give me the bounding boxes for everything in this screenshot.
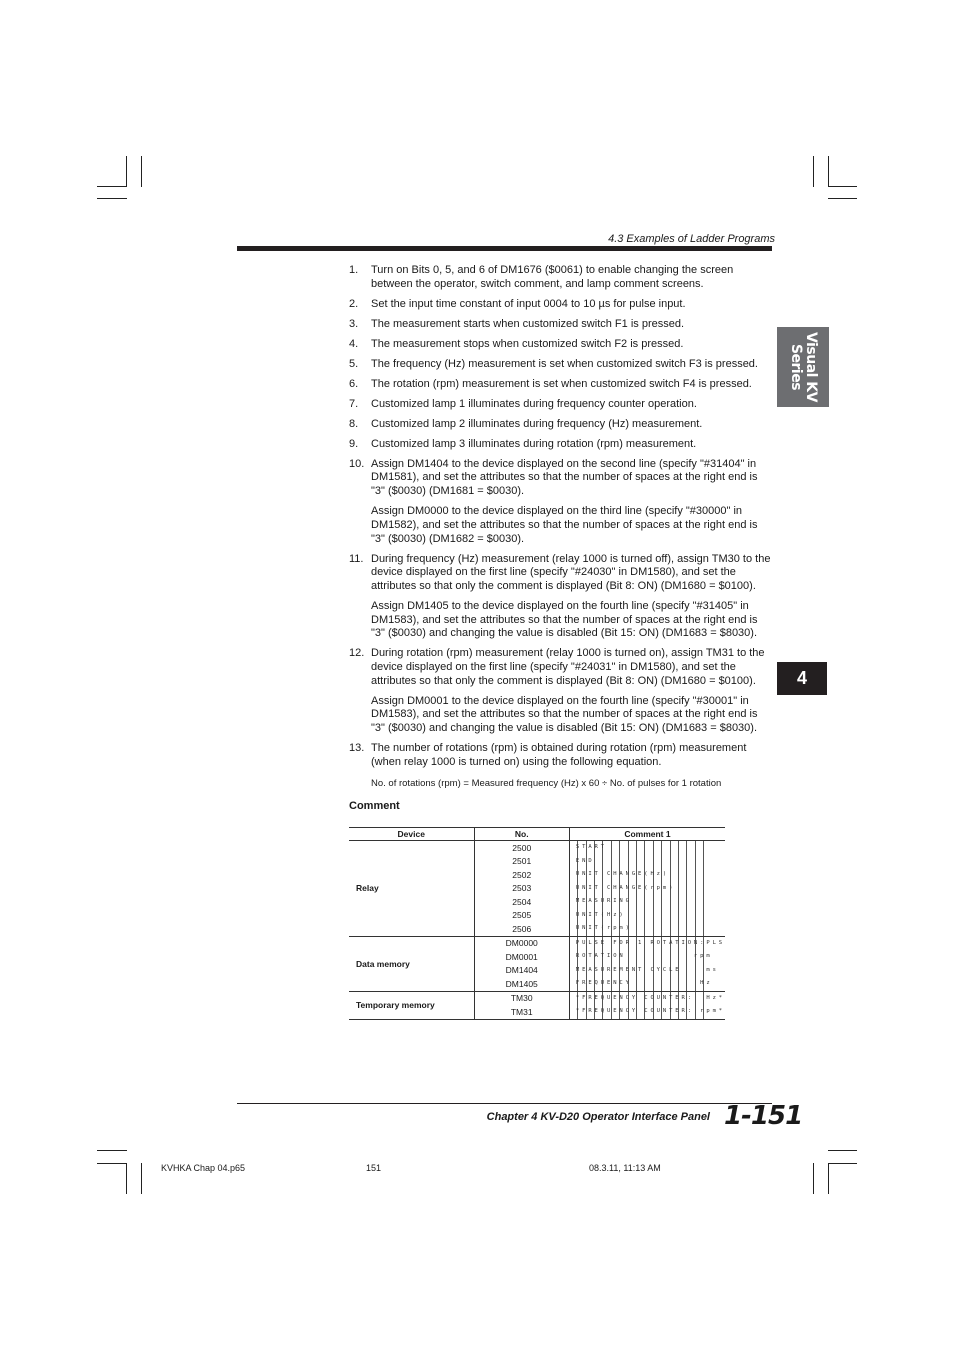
step-text: Set the input time constant of input 0004 to 10 µs for pulse input. <box>371 297 686 310</box>
step-item <box>349 264 773 291</box>
device-number: 2501 <box>474 855 569 869</box>
comment-cell <box>569 868 725 882</box>
comment-text: FREQUENCY Hz <box>575 980 713 986</box>
step-item <box>349 438 773 452</box>
crop-mark <box>126 156 127 187</box>
step-number: 5. <box>349 357 359 370</box>
comment-text: UNIT CHANGE(Hz) <box>575 871 670 877</box>
col-comment: Comment 1 <box>569 828 725 841</box>
table-row <box>349 991 725 1005</box>
step-item <box>349 418 773 432</box>
step-item <box>349 647 773 736</box>
crop-mark <box>126 1163 127 1194</box>
step-number: 9. <box>349 437 359 450</box>
comment-text: ROTATION rpm <box>575 953 713 959</box>
col-device: Device <box>349 828 474 841</box>
step-text: The frequency (Hz) measurement is set when customized switch F3 is pressed. <box>371 357 758 370</box>
step-text: Customized lamp 3 illuminates during rotation (rpm) measurement. <box>371 437 697 450</box>
step-number: 11. <box>349 552 364 565</box>
side-tab-line2: Series <box>788 343 804 391</box>
comment-text: *FREQUENCY COUNTER: rpm* <box>575 1008 725 1014</box>
comment-cell <box>569 991 725 1005</box>
comment-cell <box>569 977 725 991</box>
crop-mark <box>97 1150 127 1151</box>
step-number: 8. <box>349 417 359 430</box>
crop-mark <box>828 1163 857 1164</box>
crop-mark <box>828 186 857 187</box>
step-item <box>349 298 773 312</box>
step-text: The number of rotations (rpm) is obtained during rotation (rpm) measurement (when relay 1000 is turned on) using the following equation. <box>371 742 747 768</box>
crop-mark <box>813 1163 814 1194</box>
comment-text: *FREQUENCY COUNTER: Hz* <box>575 994 725 1001</box>
comment-cell <box>569 936 725 950</box>
step-number: 10. <box>349 457 365 470</box>
crop-mark <box>97 1163 127 1164</box>
comment-cell <box>569 950 725 964</box>
device-number: 2504 <box>474 895 569 909</box>
crop-mark <box>828 198 857 199</box>
step-number: 6. <box>349 377 359 390</box>
comment-cell <box>569 895 725 909</box>
step-item <box>349 338 773 352</box>
step-number: 7. <box>349 397 359 410</box>
step-number: 12. <box>349 647 365 660</box>
comment-cell <box>569 841 725 855</box>
step-number: 13. <box>349 742 365 755</box>
step-number: 2. <box>349 297 359 310</box>
comment-text: MEASURING <box>575 898 632 904</box>
side-tab-text <box>788 332 818 402</box>
comment-cell <box>569 855 725 869</box>
step-text: Assign DM0000 to the device displayed on the third line (specify "#30000" in DM1582), and set the attributes so that the number of spaces at the right end is "3" ($0030) (DM1682 = $0030). <box>371 505 758 545</box>
table-row <box>349 841 725 855</box>
device-group-label: Data memory <box>349 936 474 991</box>
device-number: TM30 <box>474 991 569 1005</box>
comment-text: UNIT CHANGE(rpm) <box>575 884 676 891</box>
step-number: 4. <box>349 337 359 350</box>
slug-filename: KVHKA Chap 04.p65 <box>161 1163 246 1173</box>
chapter-number-box: 4 <box>777 662 827 695</box>
step-item <box>349 458 773 547</box>
crop-mark <box>828 1163 829 1194</box>
comment-table-body <box>349 841 725 1020</box>
device-number: 2506 <box>474 922 569 936</box>
slug-page: 151 <box>366 1163 382 1173</box>
comment-cell <box>569 964 725 978</box>
step-text: Assign DM1405 to the device displayed on the fourth line (specify "#31405" in DM1583), and set the attributes so that the number of spaces at the right end is "3" ($0030) and changing the value is disabled (Bit 15: ON) (DM1683 = $8030). <box>371 599 758 640</box>
crop-mark <box>828 156 829 187</box>
step-item <box>349 742 773 790</box>
page-number: 1-151 <box>724 1101 803 1131</box>
footer-chapter-title: Chapter 4 KV-D20 Operator Interface Panel <box>486 1111 710 1123</box>
device-group-label: Temporary memory <box>349 991 474 1019</box>
crop-mark <box>97 198 127 199</box>
step-text: The rotation (rpm) measurement is set when customized switch F4 is pressed. <box>371 377 752 390</box>
section-header: 4.3 Examples of Ladder Programs <box>608 233 775 245</box>
crop-mark <box>141 1163 142 1194</box>
step-text: Turn on Bits 0, 5, and 6 of DM1676 ($0061) to enable changing the screen between the operator, switch comment, and lamp comment screens. <box>371 264 734 290</box>
device-number: 2503 <box>474 882 569 896</box>
step-item <box>349 318 773 332</box>
step-item <box>349 378 773 392</box>
comment-text: START <box>575 844 607 850</box>
step-text: Customized lamp 1 illuminates during frequency counter operation. <box>371 397 697 410</box>
comment-text: MEASUREMENT CYCLE ms <box>575 966 719 973</box>
step-number: 3. <box>349 317 359 330</box>
step-text: Assign DM0001 to the device displayed on the fourth line (specify "#30001" in DM1583), and set the attributes so that the number of spaces at the right end is "3" ($0030) and changing the value is disabled (Bit 15: ON) (DM1683 = $8030). <box>371 694 758 735</box>
steps-list <box>349 264 773 797</box>
comment-table <box>349 827 725 1020</box>
device-number: 2502 <box>474 868 569 882</box>
slug-date: 08.3.11, 11:13 AM <box>589 1163 661 1173</box>
comment-text: UNIT(rpm) <box>575 925 632 931</box>
step-text: Assign DM1404 to the device displayed on the second line (specify "#31404" in DM1581), and set the attributes so that the number of spaces at the right end is "3" ($0030) (DM1681 = $0030). <box>371 457 758 498</box>
comment-heading: Comment <box>349 800 400 812</box>
device-number: 2500 <box>474 841 569 855</box>
comment-table-header <box>349 828 725 841</box>
crop-mark <box>828 1150 857 1151</box>
step-text: During rotation (rpm) measurement (relay 1000 is turned on), assign TM31 to the device displayed on the first line (specify "#24031" in DM1580), and set the attributes so that only the comment is displayed (Bit 8: ON) (DM1680 = $0100). <box>371 647 765 687</box>
device-number: DM0000 <box>474 936 569 950</box>
device-number: TM31 <box>474 1005 569 1019</box>
step-text: Customized lamp 2 illuminates during frequency (Hz) measurement. <box>371 417 703 430</box>
comment-cell <box>569 1005 725 1019</box>
col-no: No. <box>474 828 569 841</box>
step-item <box>349 553 773 642</box>
device-number: DM1405 <box>474 977 569 991</box>
comment-text: UNIT(Hz) <box>575 911 626 918</box>
step-number: 1. <box>349 264 359 276</box>
side-tab-line1: Visual KV <box>803 332 819 402</box>
crop-mark <box>813 156 814 187</box>
footer-rule <box>237 1103 772 1104</box>
device-number: 2505 <box>474 909 569 923</box>
rpm-equation: No. of rotations (rpm) = Measured frequency (Hz) x 60 ÷ No. of pulses for 1 rotation <box>371 777 722 789</box>
comment-text: END <box>575 857 595 864</box>
table-row <box>349 936 725 950</box>
step-item <box>349 358 773 372</box>
crop-mark <box>141 156 142 187</box>
step-text: During frequency (Hz) measurement (relay 1000 is turned off), assign TM30 to the device displayed on the first line (specify "#24030" in DM1580), and set the attributes so that only the comment is displayed (Bit 8: ON) (DM1680 = $0100). <box>371 552 771 592</box>
comment-cell <box>569 882 725 896</box>
step-text: The measurement starts when customized switch F1 is pressed. <box>371 317 685 330</box>
comment-cell <box>569 922 725 936</box>
device-group-label: Relay <box>349 841 474 937</box>
device-number: DM0001 <box>474 950 569 964</box>
header-rule <box>237 246 772 251</box>
device-number: DM1404 <box>474 964 569 978</box>
crop-mark <box>97 186 127 187</box>
comment-text: PULSE FOR 1 ROTATION:PLS <box>575 939 725 946</box>
step-text: The measurement stops when customized switch F2 is pressed. <box>371 337 684 350</box>
series-side-tab <box>777 327 829 407</box>
step-item <box>349 398 773 412</box>
comment-cell <box>569 909 725 923</box>
